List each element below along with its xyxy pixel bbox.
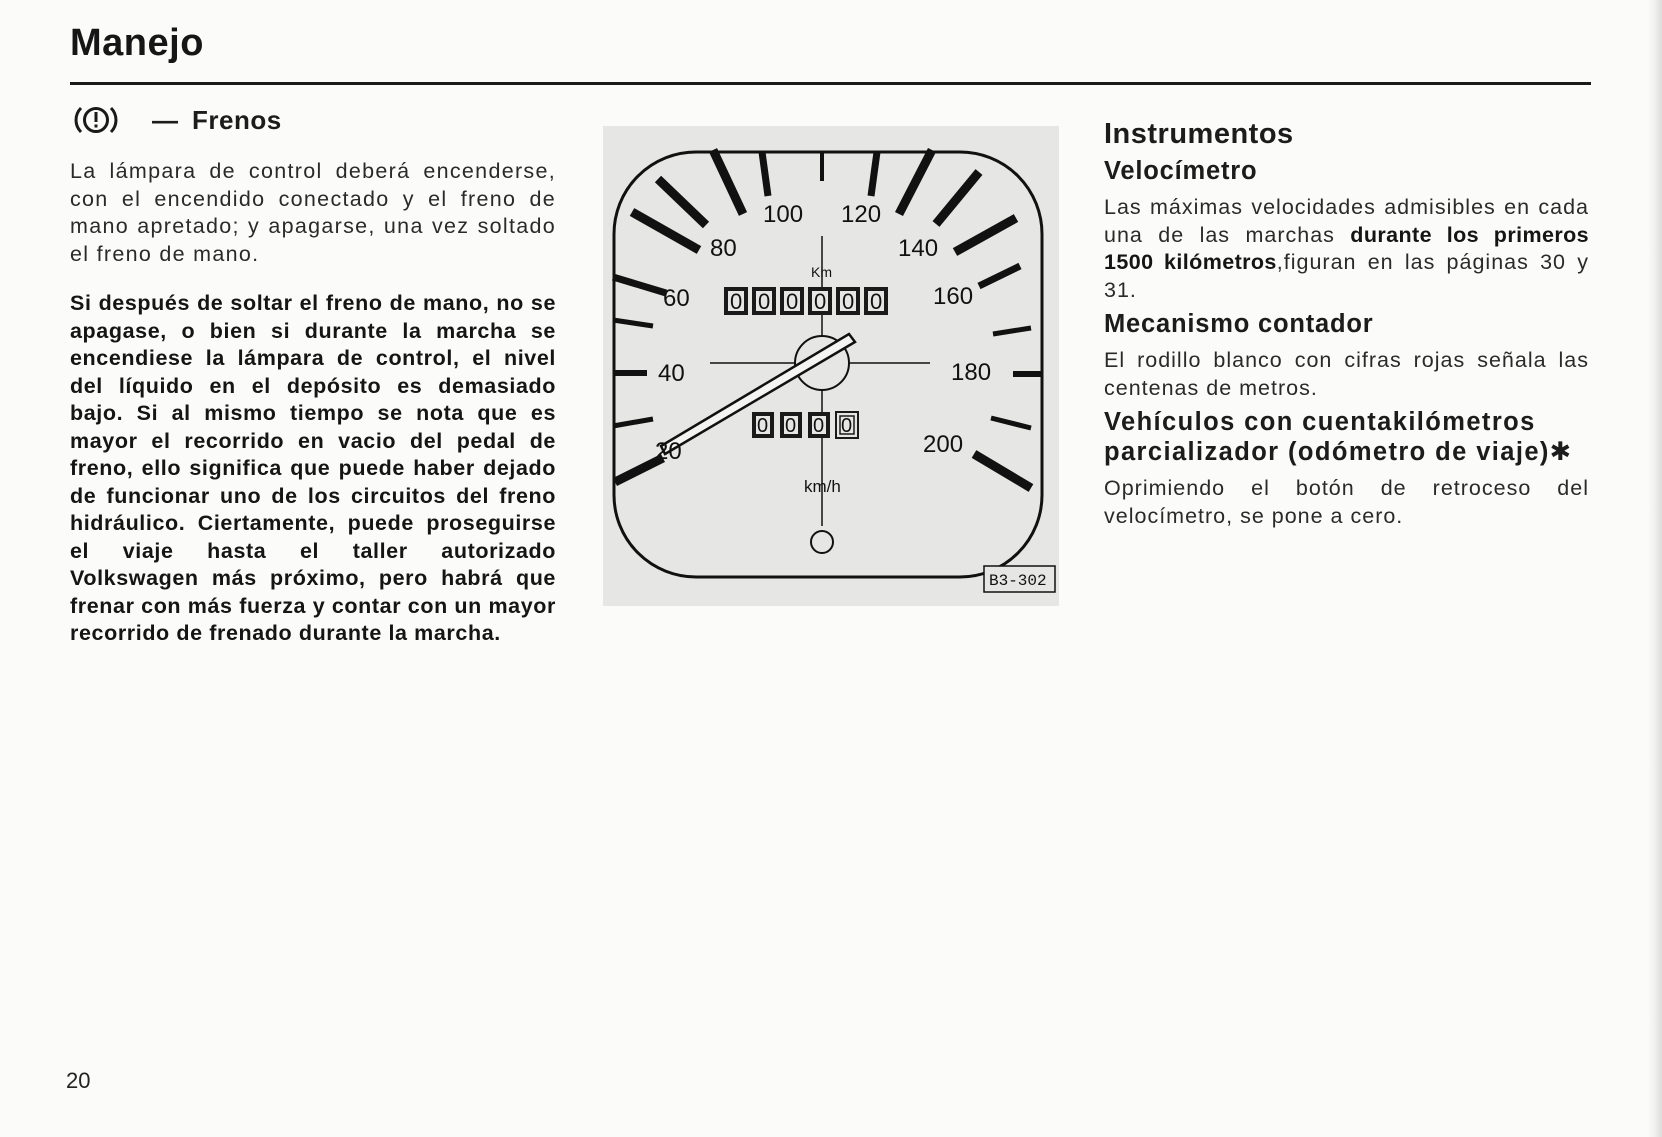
trip-counter [752, 412, 858, 438]
scale-label-200: 200 [923, 431, 964, 458]
scale-label-140: 140 [898, 235, 939, 262]
counter-subheading: Mecanismo contador [1104, 310, 1374, 338]
trip-odometer-subheading: Vehículos con cuentakilómetros parcializador (odómetro de viaje)✱ [1104, 408, 1573, 466]
speedometer-diagram [603, 126, 1059, 606]
counter-paragraph: El rodillo blanco con cifras rojas señala las centenas de metros. [1104, 348, 1589, 400]
speed-limits-text-end: ,figuran en las páginas 30 y 31. [1104, 250, 1589, 302]
header-divider [70, 82, 1591, 85]
scale-label-80: 80 [710, 235, 737, 262]
odometer-digit: 0 [870, 289, 883, 314]
trip-digit: 0 [757, 415, 769, 437]
scale-label-160: 160 [933, 283, 974, 310]
odometer-digit: 0 [730, 289, 743, 314]
brakes-heading [70, 100, 556, 140]
speed-limits-paragraph [1104, 194, 1589, 304]
brakes-section [70, 100, 556, 648]
speed-limits-text: Las máximas velocidades admisibles en cada una de las marchas [1104, 195, 1589, 247]
trip-digit: 0 [841, 415, 853, 437]
figure-code: B3-302 [989, 572, 1047, 590]
brake-fluid-warning-paragraph: Si después de soltar el freno de mano, no se apagase, o bien si durante la marcha se encendiese la lámpara de control, el nivel del líquido en el depósito es demasiado bajo. Si al mismo tiempo se nota que es mayor el recorrido en vacio del pedal de freno, ello significa que puede haber dejado de funcionar uno de los circuitos del freno hidráulico. Ciertamente, puede proseguirse el viaje hasta el taller autorizado Volkswagen más próximo, pero habrá que frenar con más fuerza y contar con un mayor recorrido de frenado durante la marcha. [70, 291, 556, 645]
section-title-frenos: Frenos [192, 104, 282, 135]
odometer-counter [724, 287, 888, 315]
scale-label-120: 120 [841, 201, 882, 228]
scale-label-40: 40 [658, 360, 685, 387]
page-number: 20 [66, 1068, 91, 1093]
odometer-digit: 0 [814, 289, 827, 314]
instruments-heading: Instrumentos [1104, 118, 1294, 150]
odometer-digit: 0 [786, 289, 799, 314]
trip-reset-knob [811, 531, 833, 553]
page-title: Manejo [70, 22, 204, 64]
brake-warning-icon [70, 102, 122, 138]
odometer-digit: 0 [758, 289, 771, 314]
trip-digit: 0 [813, 415, 825, 437]
brake-lamp-paragraph: La lámpara de control deberá encenderse, con el encendido conectado y el freno de mano apretado; y apagarse, una vez soltado el freno de mano. [70, 159, 556, 266]
instruments-section [1104, 118, 1589, 530]
trip-digit: 0 [785, 415, 797, 437]
scale-label-20: 20 [655, 438, 682, 465]
speedometer-subheading: Velocímetro [1104, 157, 1258, 185]
odometer-digit: 0 [842, 289, 855, 314]
trip-reset-paragraph: Oprimiendo el botón de retroceso del velocímetro, se pone a cero. [1104, 476, 1589, 528]
unit-label-kmh: km/h [804, 477, 841, 496]
page-edge-shadow [1648, 0, 1662, 1137]
scale-label-180: 180 [951, 359, 992, 386]
heading-dash: — [152, 104, 178, 135]
speedometer-figure [603, 126, 1059, 606]
scale-label-60: 60 [663, 285, 690, 312]
km-label: Km [811, 264, 832, 280]
speed-limits-bold: durante los primeros 1500 kilómetros [1104, 222, 1589, 274]
scale-label-100: 100 [763, 201, 804, 228]
